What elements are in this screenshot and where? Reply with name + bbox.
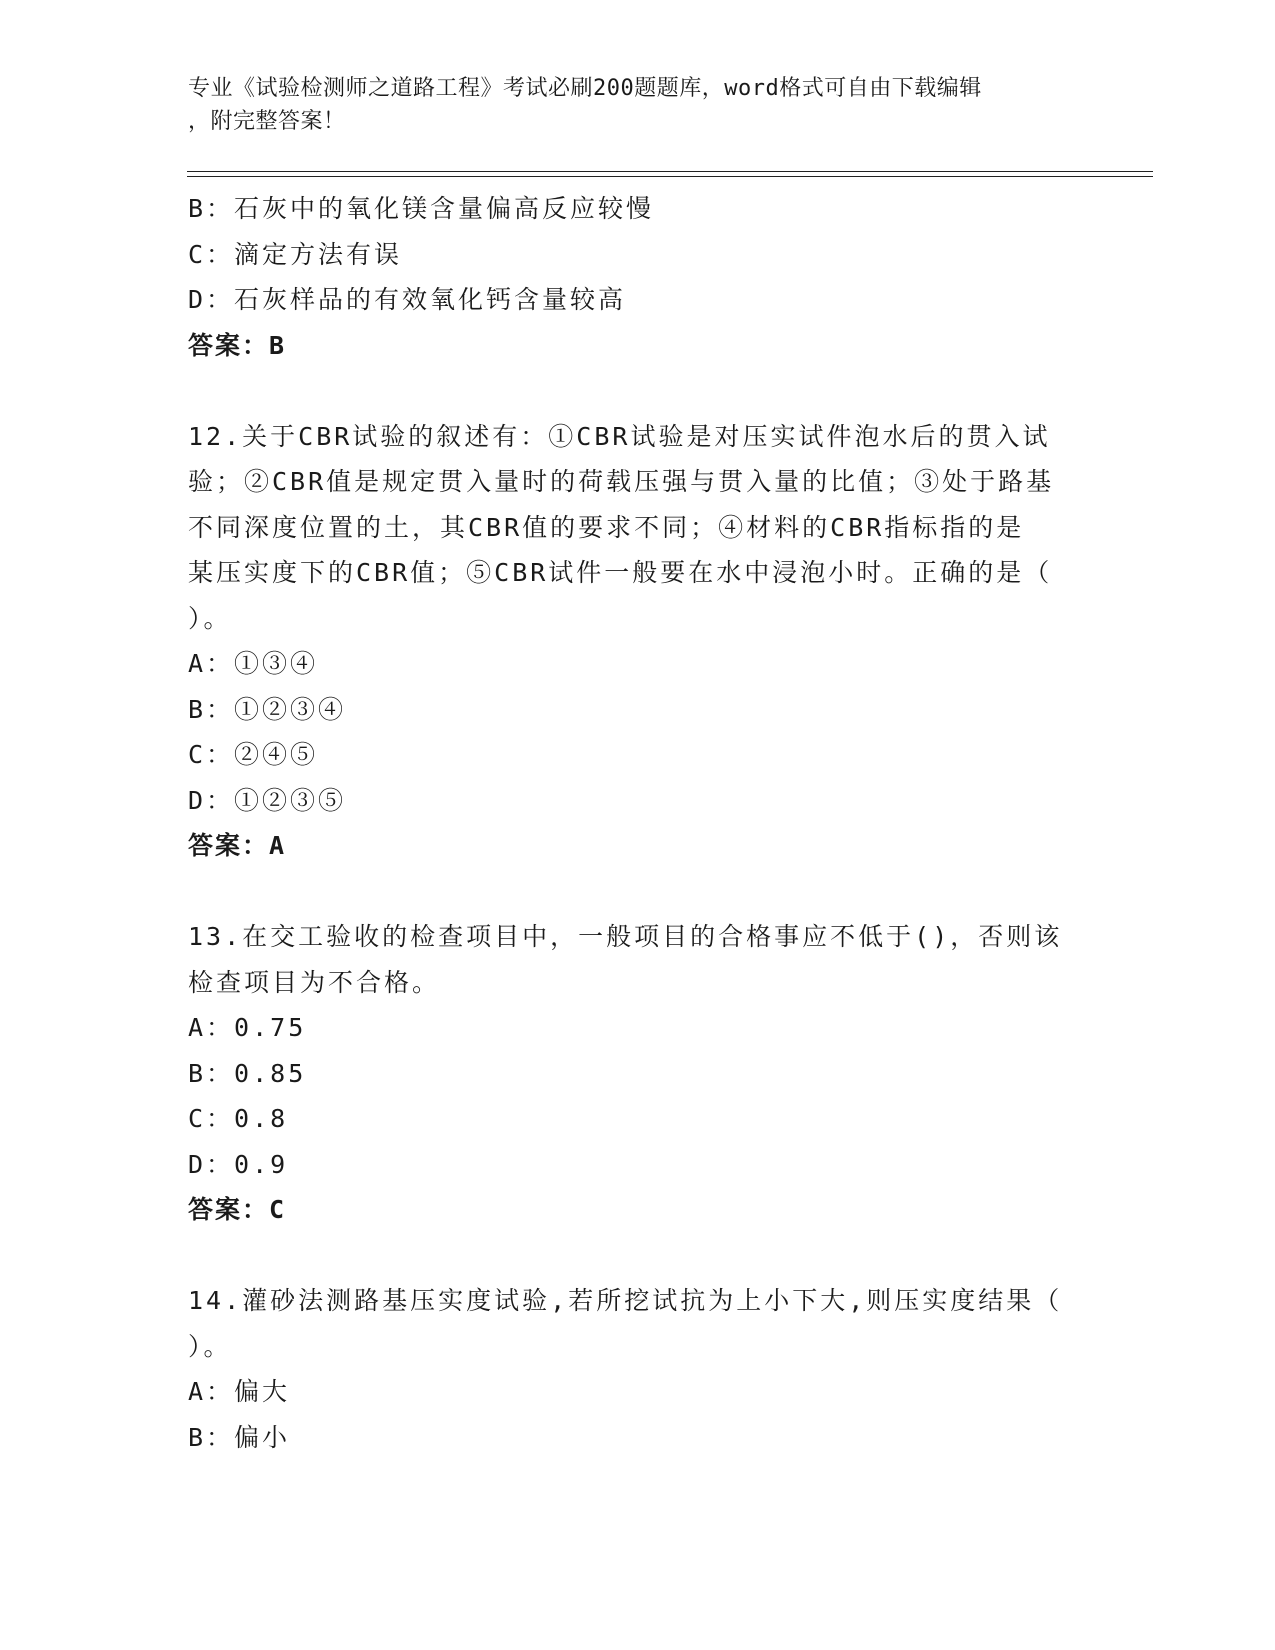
q13-option-b: B：0.85 (188, 1058, 307, 1088)
q12-stem-line: 不同深度位置的土，其CBR值的要求不同；④材料的CBR指标指的是 (188, 512, 1025, 542)
spacer (188, 368, 1088, 414)
header-title-line1: 专业《试验检测师之道路工程》考试必刷200题题库，word格式可自由下载编辑 (188, 76, 982, 101)
q11-option-d: D：石灰样品的有效氧化钙含量较高 (188, 285, 627, 314)
spacer (188, 869, 1088, 915)
q13-option-a: A：0.75 (188, 1013, 307, 1042)
header-rule-top (187, 171, 1153, 172)
q11-option-b: B：石灰中的氧化镁含量偏高反应较慢 (188, 194, 655, 223)
q13-option-d: D：0.9 (188, 1149, 289, 1179)
question-11-tail (188, 186, 1088, 368)
spacer (188, 1233, 1088, 1279)
question-14 (188, 1278, 1088, 1460)
q11-option-c: C：滴定方法有误 (188, 239, 403, 269)
q14-option-b: B：偏小 (188, 1422, 291, 1452)
q12-stem-line: ）。 (188, 603, 232, 633)
q12-stem-line: 某压实度下的CBR值；⑤CBR试件一般要在水中浸泡小时。正确的是（ (188, 558, 1053, 587)
q13-answer: 答案：C (188, 1195, 287, 1224)
q12-option-c: C：②④⑤ (188, 740, 319, 769)
q13-stem-line: 检查项目为不合格。 (188, 967, 441, 997)
header-title-line2: ，附完整答案！ (188, 109, 346, 134)
q14-option-a: A：偏大 (188, 1377, 291, 1406)
document-header (188, 72, 1088, 138)
q12-stem-line: 12.关于CBR试验的叙述有：①CBR试验是对压实试件泡水后的贯入试 (188, 421, 1051, 451)
q14-stem-line: ）。 (188, 1331, 232, 1361)
question-12 (188, 414, 1088, 869)
q12-stem-line: 验；②CBR值是规定贯入量时的荷载压强与贯入量的比值；③处于路基 (188, 467, 1055, 496)
q12-answer: 答案：A (188, 831, 287, 860)
question-content (188, 186, 1088, 1460)
q13-option-c: C：0.8 (188, 1104, 289, 1133)
q14-stem-line: 14.灌砂法测路基压实度试验,若所挖试抗为上小下大,则压实度结果（ (188, 1286, 1063, 1315)
q13-stem-line: 13.在交工验收的检查项目中，一般项目的合格事应不低于()，否则该 (188, 922, 1063, 951)
question-13 (188, 914, 1088, 1233)
q12-option-d: D：①②③⑤ (188, 785, 347, 815)
q12-option-a: A：①③④ (188, 649, 319, 678)
q11-answer: 答案：B (188, 330, 287, 360)
header-rule-bottom (187, 176, 1153, 177)
q12-option-b: B：①②③④ (188, 694, 347, 724)
